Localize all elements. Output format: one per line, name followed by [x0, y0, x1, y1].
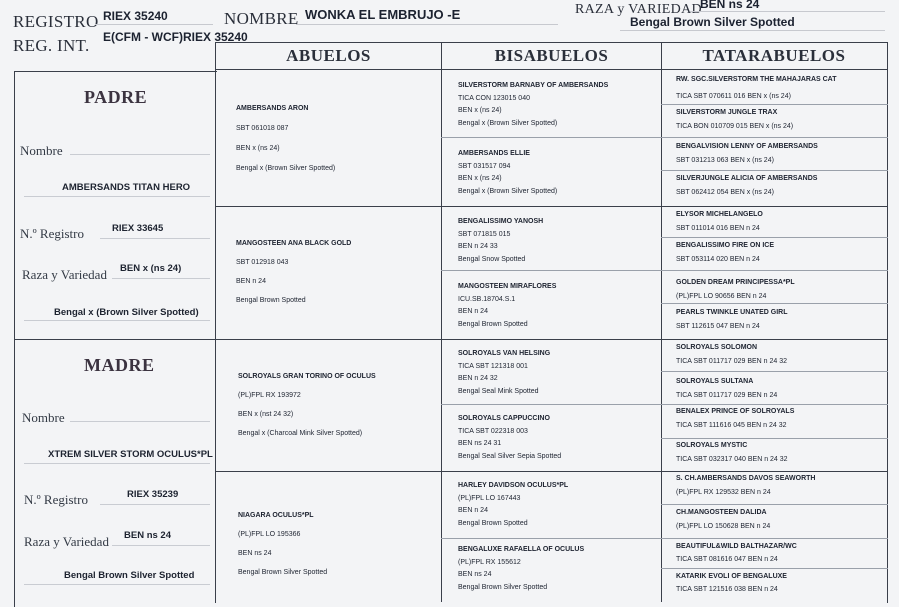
bisabuelo-name: SILVERSTORM BARNABY OF AMBERSANDS [458, 82, 609, 89]
bisabuelo-reg: TICA SBT 022318 003 [458, 427, 528, 435]
bisabuelo-reg: (PL)FPL LO 167443 [458, 494, 521, 502]
tatarabuelo-6 [676, 239, 774, 267]
bisabuelo-code: BEN x (ns 24) [458, 107, 502, 114]
tatarabuelo-reg: TICA SBT 081616 047 BEN n 24 [676, 556, 778, 563]
bisabuelo-name: SOLROYALS CAPPUCCINO [458, 415, 550, 422]
tatarabuelo-reg: SBT 112615 047 BEN n 24 [676, 323, 760, 330]
abuelo-code: BEN x (nst 24 32) [238, 411, 294, 418]
tatarabuelo-name: BENGALVISION LENNY OF AMBERSANDS [676, 143, 818, 150]
tatarabuelo-reg: TICA SBT 011717 029 BEN n 24 32 [676, 358, 788, 365]
bisabuelo-reg: TICA CON 123015 040 [458, 94, 530, 102]
abuelo-variety: Bengal x (Charcoal Mink Silver Spotted) [238, 430, 363, 437]
abuelo-reg: SBT 061018 087 [236, 125, 289, 132]
bisabuelo-variety: Bengal x (Brown Silver Spotted) [458, 187, 558, 195]
bisabuelo-reg: ICU.SB.18704.S.1 [458, 295, 516, 303]
nombre-label: NOMBRE [224, 9, 299, 28]
tatarabuelo-16 [676, 570, 787, 596]
bisabuelo-reg: (PL)FPL RX 155612 [458, 558, 521, 566]
bisabuelo-variety: Bengal Seal Mink Spotted [458, 387, 539, 395]
tatarabuelo-name: SILVERSTORM JUNGLE TRAX [676, 109, 778, 116]
abuelo-code: BEN n 24 [236, 278, 266, 285]
bisabuelo-2 [458, 148, 557, 198]
tatarabuelo-reg: TICA SBT 011717 029 BEN n 24 [676, 392, 778, 399]
raza-value-1: BEN ns 24 [700, 0, 760, 11]
madre-raza-label: Raza y Variedad [24, 534, 109, 549]
tatarabuelo-name: SOLROYALS MYSTIC [676, 442, 748, 449]
abuelo-4 [238, 506, 327, 582]
bisabuelo-variety: Bengal Seal Silver Sepia Spotted [458, 452, 562, 460]
abuelo-code: BEN x (ns 24) [236, 145, 280, 152]
bisabuelo-7 [458, 480, 568, 530]
tatarabuelo-reg: TICA SBT 032317 040 BEN n 24 32 [676, 456, 788, 463]
tatarabuelo-14 [676, 506, 770, 534]
tatarabuelo-name: PEARLS TWINKLE UNATED GIRL [676, 309, 788, 316]
col-bisabuelos: BISABUELOS [494, 46, 609, 65]
tatarabuelo-name: SOLROYALS SOLOMON [676, 344, 758, 351]
tatarabuelo-reg: TICA BON 010709 015 BEN x (ns 24) [676, 123, 794, 130]
tatarabuelo-reg: (PL)FPL LO 150628 BEN n 24 [676, 523, 771, 530]
tatarabuelo-8 [676, 306, 787, 334]
padre-nombre: AMBERSANDS TITAN HERO [62, 182, 191, 193]
padre-variedad: Bengal x (Brown Silver Spotted) [54, 307, 199, 318]
tatarabuelo-name: SOLROYALS SULTANA [676, 378, 754, 385]
bisabuelo-5 [458, 348, 550, 398]
tatarabuelo-name: CH.MANGOSTEEN DALIDA [676, 509, 767, 516]
bisabuelo-name: HARLEY DAVIDSON OCULUS*PL [458, 482, 569, 489]
bisabuelo-3 [458, 216, 543, 266]
bisabuelo-reg: SBT 031517 094 [458, 162, 511, 170]
padre-registro-label: N.º Registro [20, 226, 84, 241]
tatarabuelo-reg: SBT 031213 063 BEN x (ns 24) [676, 157, 774, 164]
abuelo-variety: Bengal Brown Spotted [236, 297, 306, 304]
bisabuelo-reg: SBT 071815 015 [458, 230, 511, 238]
tatarabuelo-4 [676, 172, 817, 200]
tatarabuelo-name: SILVERJUNGLE ALICIA OF AMBERSANDS [676, 175, 818, 182]
bisabuelo-8 [458, 544, 584, 594]
tatarabuelo-13 [676, 472, 816, 500]
madre-raza: BEN ns 24 [124, 530, 171, 541]
raza-value-2: Bengal Brown Silver Spotted [630, 15, 795, 29]
tatarabuelo-reg: SBT 053114 020 BEN n 24 [676, 256, 760, 263]
abuelo-3 [238, 367, 376, 443]
tatarabuelo-name: S. CH.AMBERSANDS DAVOS SEAWORTH [676, 475, 816, 482]
tatarabuelo-12 [676, 439, 788, 467]
bisabuelo-reg: TICA SBT 121318 001 [458, 362, 528, 370]
abuelo-variety: Bengal Brown Silver Spotted [238, 569, 328, 576]
padre-nombre-label: Nombre [20, 143, 63, 158]
bisabuelo-code: BEN ns 24 31 [458, 440, 502, 447]
madre-nombre-label: Nombre [22, 410, 65, 425]
madre-variedad: Bengal Brown Silver Spotted [64, 570, 195, 581]
tatarabuelo-name: KATARIK EVOLI OF BENGALUXE [676, 573, 787, 580]
abuelo-reg: SBT 012918 043 [236, 259, 289, 266]
tatarabuelo-9 [676, 341, 787, 369]
tatarabuelo-reg: TICA SBT 070611 016 BEN x (ns 24) [676, 93, 791, 100]
bisabuelo-name: SOLROYALS VAN HELSING [458, 350, 551, 357]
tatarabuelo-7 [676, 276, 795, 304]
bisabuelo-6 [458, 413, 561, 463]
regint-value: E(CFM - WCF)RIEX 35240 [103, 30, 248, 44]
padre-raza-label: Raza y Variedad [22, 267, 107, 282]
bisabuelo-variety: Bengal x (Brown Silver Spotted) [458, 119, 558, 127]
nombre-value: WONKA EL EMBRUJO -E [305, 7, 461, 22]
registro-label: REGISTRO [13, 12, 99, 31]
col-tatarabuelos: TATARABUELOS [702, 46, 846, 65]
regint-label: REG. INT. [13, 36, 90, 55]
tatarabuelo-reg: SBT 062412 054 BEN x (ns 24) [676, 189, 774, 196]
tatarabuelo-name: BENGALISSIMO FIRE ON ICE [676, 242, 775, 249]
bisabuelo-name: AMBERSANDS ELLIE [458, 150, 530, 157]
bisabuelo-variety: Bengal Brown Spotted [458, 519, 528, 527]
bisabuelo-name: BENGALUXE RAFAELLA OF OCULUS [458, 546, 585, 553]
tatarabuelo-name: GOLDEN DREAM PRINCIPESSA*PL [676, 279, 795, 286]
tatarabuelo-name: BEAUTIFUL&WILD BALTHAZAR/WC [676, 543, 797, 550]
abuelo-reg: (PL)FPL LO 195366 [238, 531, 301, 538]
tatarabuelo-15 [676, 540, 797, 566]
bisabuelo-code: BEN ns 24 [458, 571, 492, 578]
registro-value: RIEX 35240 [103, 9, 168, 23]
abuelo-code: BEN ns 24 [238, 550, 272, 557]
tatarabuelo-name: ELYSOR MICHELANGELO [676, 211, 763, 218]
tatarabuelo-name: BENALEX PRINCE OF SOLROYALS [676, 408, 795, 415]
bisabuelo-variety: Bengal Brown Silver Spotted [458, 583, 548, 591]
abuelo-variety: Bengal x (Brown Silver Spotted) [236, 165, 336, 172]
tatarabuelo-reg: TICA SBT 121516 038 BEN n 24 [676, 586, 778, 593]
col-abuelos: ABUELOS [286, 46, 371, 65]
tatarabuelo-2 [676, 106, 793, 134]
tatarabuelo-name: RW. SGC.SILVERSTORM THE MAHAJARAS CAT [676, 76, 837, 83]
raza-label: RAZA y VARIEDAD [575, 2, 702, 17]
bisabuelo-code: BEN x (ns 24) [458, 175, 502, 182]
tatarabuelo-reg: SBT 011014 016 BEN n 24 [676, 225, 760, 232]
tatarabuelo-5 [676, 208, 763, 236]
padre-registro: RIEX 33645 [112, 223, 164, 234]
tatarabuelo-1 [676, 71, 837, 105]
tatarabuelo-reg: (PL)FPL LO 90656 BEN n 24 [676, 293, 767, 300]
madre-registro-label: N.º Registro [24, 492, 88, 507]
madre-title: MADRE [84, 355, 155, 375]
padre-raza: BEN x (ns 24) [120, 263, 182, 274]
bisabuelo-variety: Bengal Brown Spotted [458, 320, 528, 328]
abuelo-name: AMBERSANDS ARON [236, 105, 309, 112]
abuelo-name: SOLROYALS GRAN TORINO OF OCULUS [238, 373, 376, 380]
padre-title: PADRE [84, 87, 148, 107]
tatarabuelo-10 [676, 375, 777, 403]
bisabuelo-code: BEN n 24 [458, 507, 488, 514]
abuelo-2 [236, 234, 351, 310]
tatarabuelo-reg: TICA SBT 111616 045 BEN n 24 32 [676, 422, 787, 429]
tatarabuelo-3 [676, 140, 818, 168]
tatarabuelo-reg: (PL)FPL RX 129532 BEN n 24 [676, 489, 771, 496]
bisabuelo-code: BEN n 24 [458, 308, 488, 315]
madre-registro: RIEX 35239 [127, 489, 179, 500]
bisabuelo-code: BEN n 24 33 [458, 243, 498, 250]
abuelo-1 [236, 99, 335, 179]
bisabuelo-name: MANGOSTEEN MIRAFLORES [458, 283, 557, 290]
bisabuelo-1 [458, 80, 608, 130]
bisabuelo-name: BENGALISSIMO YANOSH [458, 218, 544, 225]
tatarabuelo-11 [676, 405, 794, 433]
abuelo-reg: (PL)FPL RX 193972 [238, 392, 301, 399]
bisabuelo-code: BEN n 24 32 [458, 375, 498, 382]
bisabuelo-variety: Bengal Snow Spotted [458, 255, 526, 263]
abuelo-name: NIAGARA OCULUS*PL [238, 512, 314, 519]
bisabuelo-4 [458, 281, 556, 331]
madre-nombre: XTREM SILVER STORM OCULUS*PL [48, 449, 213, 460]
abuelo-name: MANGOSTEEN ANA BLACK GOLD [236, 240, 352, 247]
